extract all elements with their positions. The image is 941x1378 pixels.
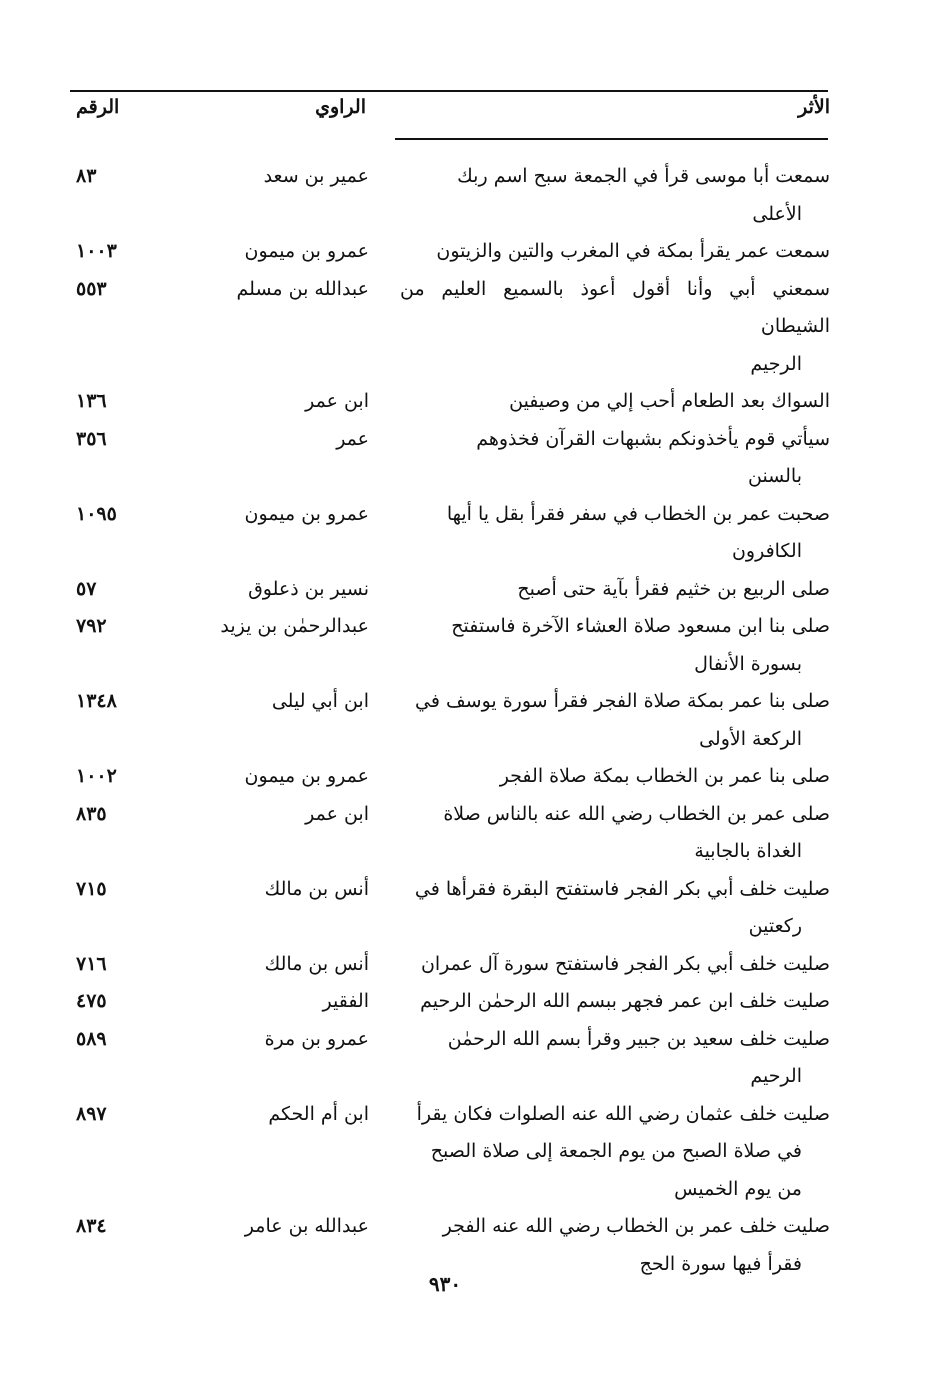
- rawi-name: عمرو بن ميمون: [244, 502, 369, 525]
- raqm-number: ١٠٠٢: [76, 765, 117, 787]
- raqm-number: ١٣٤٨: [76, 690, 117, 712]
- athar-text: [400, 233, 830, 271]
- rawi-name: عمر: [336, 427, 369, 450]
- athar-line: صليت خلف أبي بكر الفجر فاستفتح سورة آل عمران: [420, 952, 830, 975]
- athar-line: صليت خلف عمر بن الخطاب رضي الله عنه الفجر: [442, 1215, 830, 1237]
- athar-line: سمعني أبي وأنا أقول أعوذ بالسميع العليم من الشيطان: [400, 277, 830, 337]
- athar-continuation: فقرأ فيها سورة الحج: [639, 1252, 802, 1275]
- athar-line: صلى عمر بن الخطاب رضي الله عنه بالناس صلاة: [443, 802, 830, 825]
- athar-continuation: بالسنن: [747, 465, 802, 487]
- athar-continuation: الرحيم: [750, 1065, 802, 1087]
- table-row: [70, 158, 830, 233]
- athar-line: السواك بعد الطعام أحب إلي من وصيفين: [509, 390, 830, 412]
- athar-line: سيأتي قوم يأخذونكم بشبهات القرآن فخذوهم: [476, 427, 830, 450]
- athar-text: [400, 683, 830, 758]
- rawi-name: ابن عمر: [305, 802, 369, 825]
- header-rawi: الراوي: [315, 96, 366, 118]
- athar-text: [400, 946, 830, 984]
- athar-text: [400, 571, 830, 609]
- raqm-number: ١٣٦: [76, 390, 107, 412]
- athar-continuation: الكافرون: [731, 540, 802, 562]
- athar-continuation: من يوم الخميس: [674, 1177, 802, 1200]
- athar-line: صلى الربيع بن خثيم فقرأ بآية حتى أصبح: [517, 577, 830, 600]
- table-row: [70, 683, 830, 758]
- rawi-name: عمرو بن ميمون: [244, 765, 369, 787]
- table-row: [70, 383, 830, 421]
- rawi-name: عبدالله بن عامر: [244, 1215, 369, 1237]
- athar-text: [400, 496, 830, 571]
- rawi-name: عمير بن سعد: [263, 165, 369, 187]
- rawi-name: ابن أبي ليلى: [271, 690, 369, 712]
- athar-text: [400, 1021, 830, 1096]
- raqm-number: ٧١٦: [76, 952, 107, 975]
- athar-text: [400, 796, 830, 871]
- table-row: [70, 271, 830, 384]
- header-athar: الأثر: [798, 96, 830, 118]
- rawi-name: الفقير: [322, 990, 369, 1012]
- athar-text: [400, 983, 830, 1021]
- table-row: [70, 983, 830, 1021]
- header-raqm: الرقم: [76, 96, 120, 118]
- athar-continuation: الركعة الأولى: [699, 727, 802, 750]
- athar-continuation: الغداة بالجابية: [694, 840, 802, 862]
- rawi-name: أنس بن مالك: [264, 952, 369, 975]
- raqm-number: ٧١٥: [76, 877, 107, 900]
- athar-line: صليت خلف ابن عمر فجهر ببسم الله الرحمٰن الرحيم: [420, 990, 830, 1012]
- rawi-name: عبدالله بن مسلم: [236, 277, 369, 300]
- athar-text: [400, 1096, 830, 1209]
- raqm-number: ٤٧٥: [76, 990, 107, 1012]
- raqm-number: ٨٣٥: [76, 802, 107, 825]
- table-row: [70, 796, 830, 871]
- table-row: [70, 233, 830, 271]
- table-row: [70, 421, 830, 496]
- raqm-number: ٨٩٧: [76, 1102, 107, 1125]
- athar-continuation: ركعتين: [748, 915, 802, 937]
- table-row: [70, 871, 830, 946]
- athar-line: صليت خلف سعيد بن جبير وقرأ بسم الله الرحمٰن: [447, 1027, 830, 1050]
- table-row: [70, 946, 830, 984]
- athar-text: [400, 758, 830, 796]
- table-row: [70, 1096, 830, 1209]
- athar-continuation: الأعلى: [752, 202, 802, 225]
- raqm-number: ١٠٠٣: [76, 240, 117, 262]
- athar-text: [400, 158, 830, 233]
- raqm-number: ١٠٩٥: [76, 502, 117, 525]
- raqm-number: ٧٩٢: [76, 615, 107, 637]
- athar-line: سمعت أبا موسى قرأ في الجمعة سبح اسم ربك: [457, 165, 830, 187]
- table-header: [70, 96, 830, 126]
- raqm-number: ٨٣٤: [76, 1215, 107, 1237]
- athar-continuation: في صلاة الصبح من يوم الجمعة إلى صلاة الصبح: [430, 1140, 802, 1162]
- athar-line: صلى بنا عمر بن الخطاب بمكة صلاة الفجر: [499, 765, 830, 787]
- raqm-number: ٥٧: [76, 577, 97, 600]
- table-row: [70, 758, 830, 796]
- raqm-number: ٨٣: [76, 165, 97, 187]
- table-row: [70, 1021, 830, 1096]
- rawi-name: عمرو بن مرة: [264, 1027, 369, 1050]
- athar-line: صلى بنا ابن مسعود صلاة العشاء الآخرة فاستفتح: [451, 615, 830, 637]
- table-row: [70, 571, 830, 609]
- raqm-number: ٥٨٩: [76, 1027, 107, 1050]
- athar-continuation: الرجيم: [750, 352, 802, 375]
- raqm-number: ٥٥٣: [76, 277, 107, 300]
- table-row: [70, 608, 830, 683]
- page-number: ٩٣٠: [428, 1272, 462, 1296]
- top-rule: [70, 90, 828, 92]
- rawi-name: ابن عمر: [305, 390, 369, 412]
- athar-line: صليت خلف أبي بكر الفجر فاستفتح البقرة فقرأها في: [414, 877, 830, 900]
- header-underline: [395, 138, 828, 140]
- athar-line: صلى بنا عمر بمكة صلاة الفجر فقرأ سورة يوسف في: [415, 690, 830, 712]
- athar-line: صليت خلف عثمان رضي الله عنه الصلوات فكان يقرأ: [416, 1102, 830, 1125]
- athar-line: صحبت عمر بن الخطاب في سفر فقرأ بقل يا أيها: [446, 502, 830, 525]
- athar-text: [400, 383, 830, 421]
- table-row: [70, 496, 830, 571]
- athar-text: [400, 608, 830, 683]
- rawi-name: عبدالرحمٰن بن يزيد: [220, 615, 369, 637]
- athar-text: [400, 871, 830, 946]
- rawi-name: عمرو بن ميمون: [244, 240, 369, 262]
- raqm-number: ٣٥٦: [76, 427, 107, 450]
- index-table: [70, 158, 830, 1283]
- athar-line: سمعت عمر يقرأ بمكة في المغرب والتين والزيتون: [436, 240, 830, 262]
- athar-text: [400, 271, 830, 384]
- rawi-name: أنس بن مالك: [264, 877, 369, 900]
- athar-text: [400, 421, 830, 496]
- athar-continuation: بسورة الأنفال: [694, 652, 802, 675]
- rawi-name: نسير بن ذعلوق: [248, 577, 369, 600]
- rawi-name: ابن أم الحكم: [268, 1102, 369, 1125]
